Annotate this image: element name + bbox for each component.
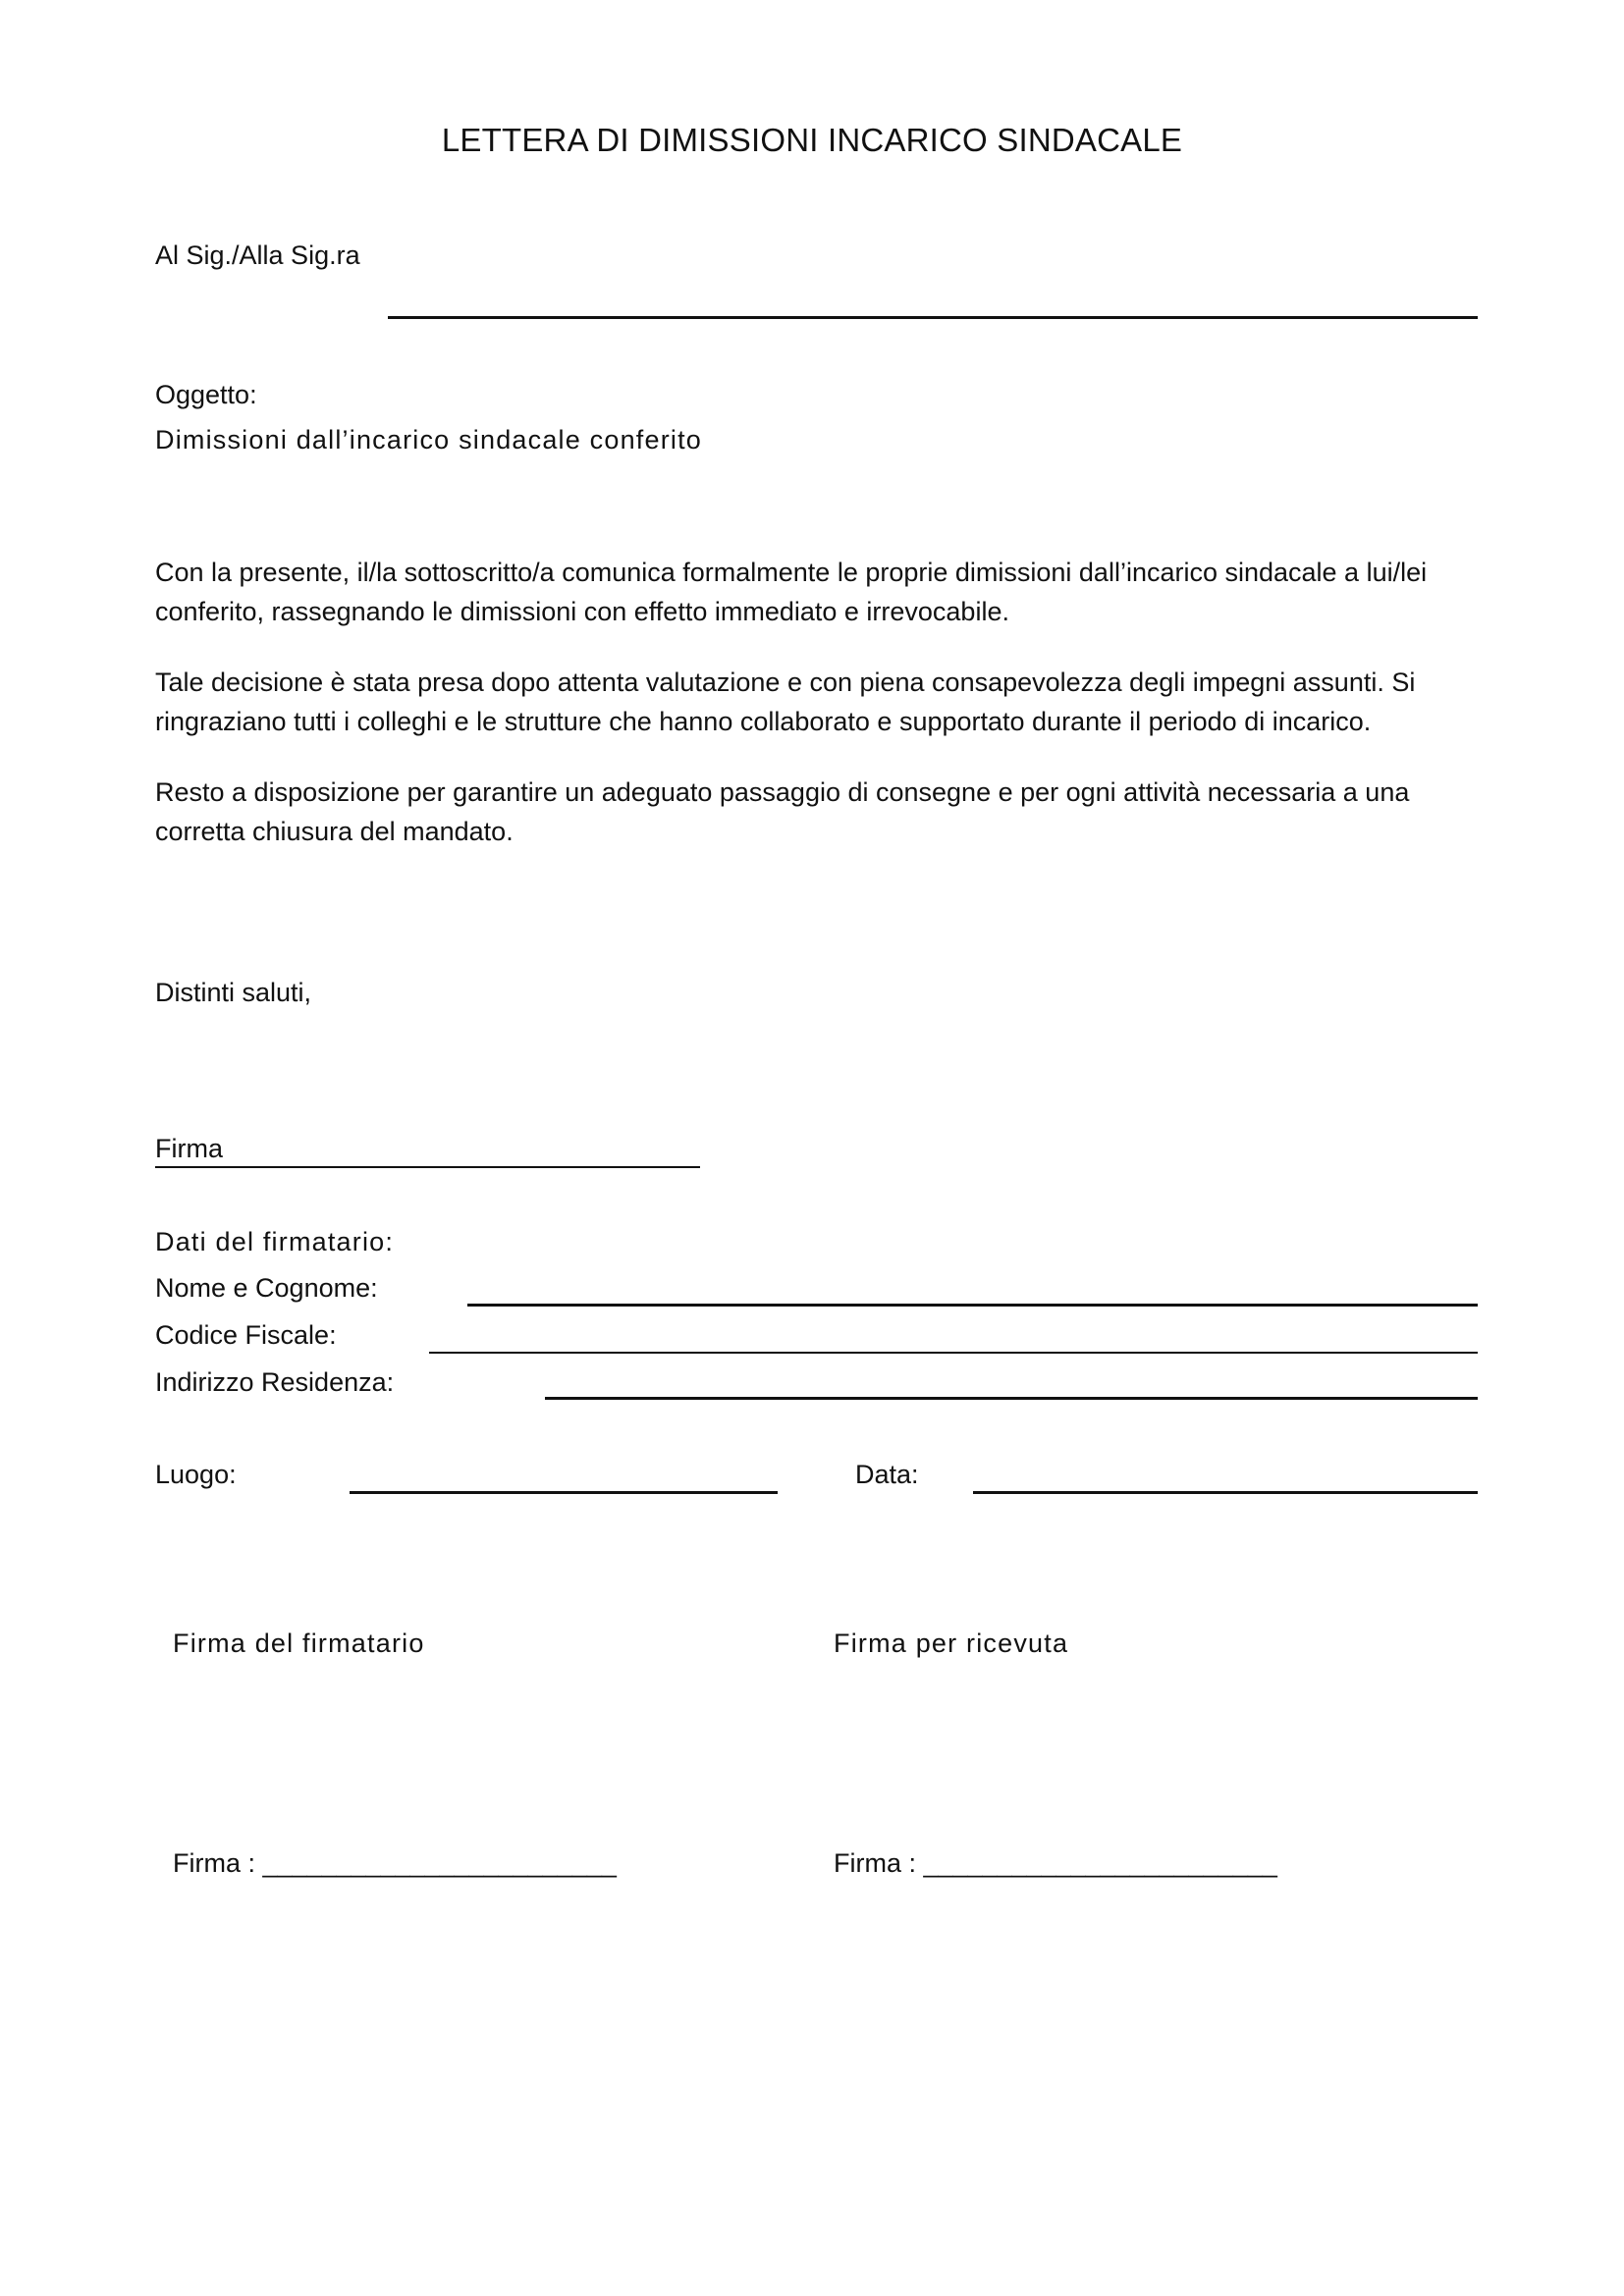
signature-blank-line [155,1166,700,1168]
signature-label: Firma [155,1134,223,1163]
recipient-blank-line [388,316,1478,319]
name-label: Nome e Cognome: [155,1273,378,1303]
signer-section-heading: Dati del firmatario: [155,1227,395,1256]
signer-signature-heading: Firma del firmatario [173,1629,425,1658]
body-paragraph-1: Con la presente, il/la sottoscritto/a comunica formalmente le proprie dimissioni dall’incarico sindacale a lui/lei conferito, rassegnando le dimissioni con effetto immediato e irrevocabile. [155,558,1428,626]
receipt-signature-line: Firma : ________________________ [834,1848,1277,1878]
address-blank-line [545,1397,1478,1400]
signer-signature-line: Firma : ________________________ [173,1848,617,1878]
subject-text: Dimissioni dall’incarico sindacale conferito [155,425,703,454]
place-blank-line [350,1491,778,1494]
tax-code-label: Codice Fiscale: [155,1320,337,1350]
subject-label: Oggetto: [155,380,257,409]
body-paragraph-3: Resto a disposizione per garantire un adeguato passaggio di consegne e per ogni attività necessaria a una corretta chiusura del mandato. [155,777,1410,846]
receipt-signature-heading: Firma per ricevuta [834,1629,1069,1658]
body-paragraph-2: Tale decisione è stata presa dopo attenta valutazione e con piena consapevolezza degli impegni assunti. Si ringraziano tutti i colleghi e le strutture che hanno collaborato e supportato durante il periodo di incarico. [155,667,1416,736]
closing-text: Distinti saluti, [155,978,312,1007]
date-blank-line [973,1491,1478,1494]
document-title: LETTERA DI DIMISSIONI INCARICO SINDACALE [441,122,1183,158]
address-label: Indirizzo Residenza: [155,1367,395,1397]
tax-code-blank-line [429,1352,1478,1354]
date-label: Data: [855,1460,919,1489]
name-blank-line [467,1304,1478,1307]
place-label: Luogo: [155,1460,237,1489]
recipient-label: Al Sig./Alla Sig.ra [155,240,360,270]
